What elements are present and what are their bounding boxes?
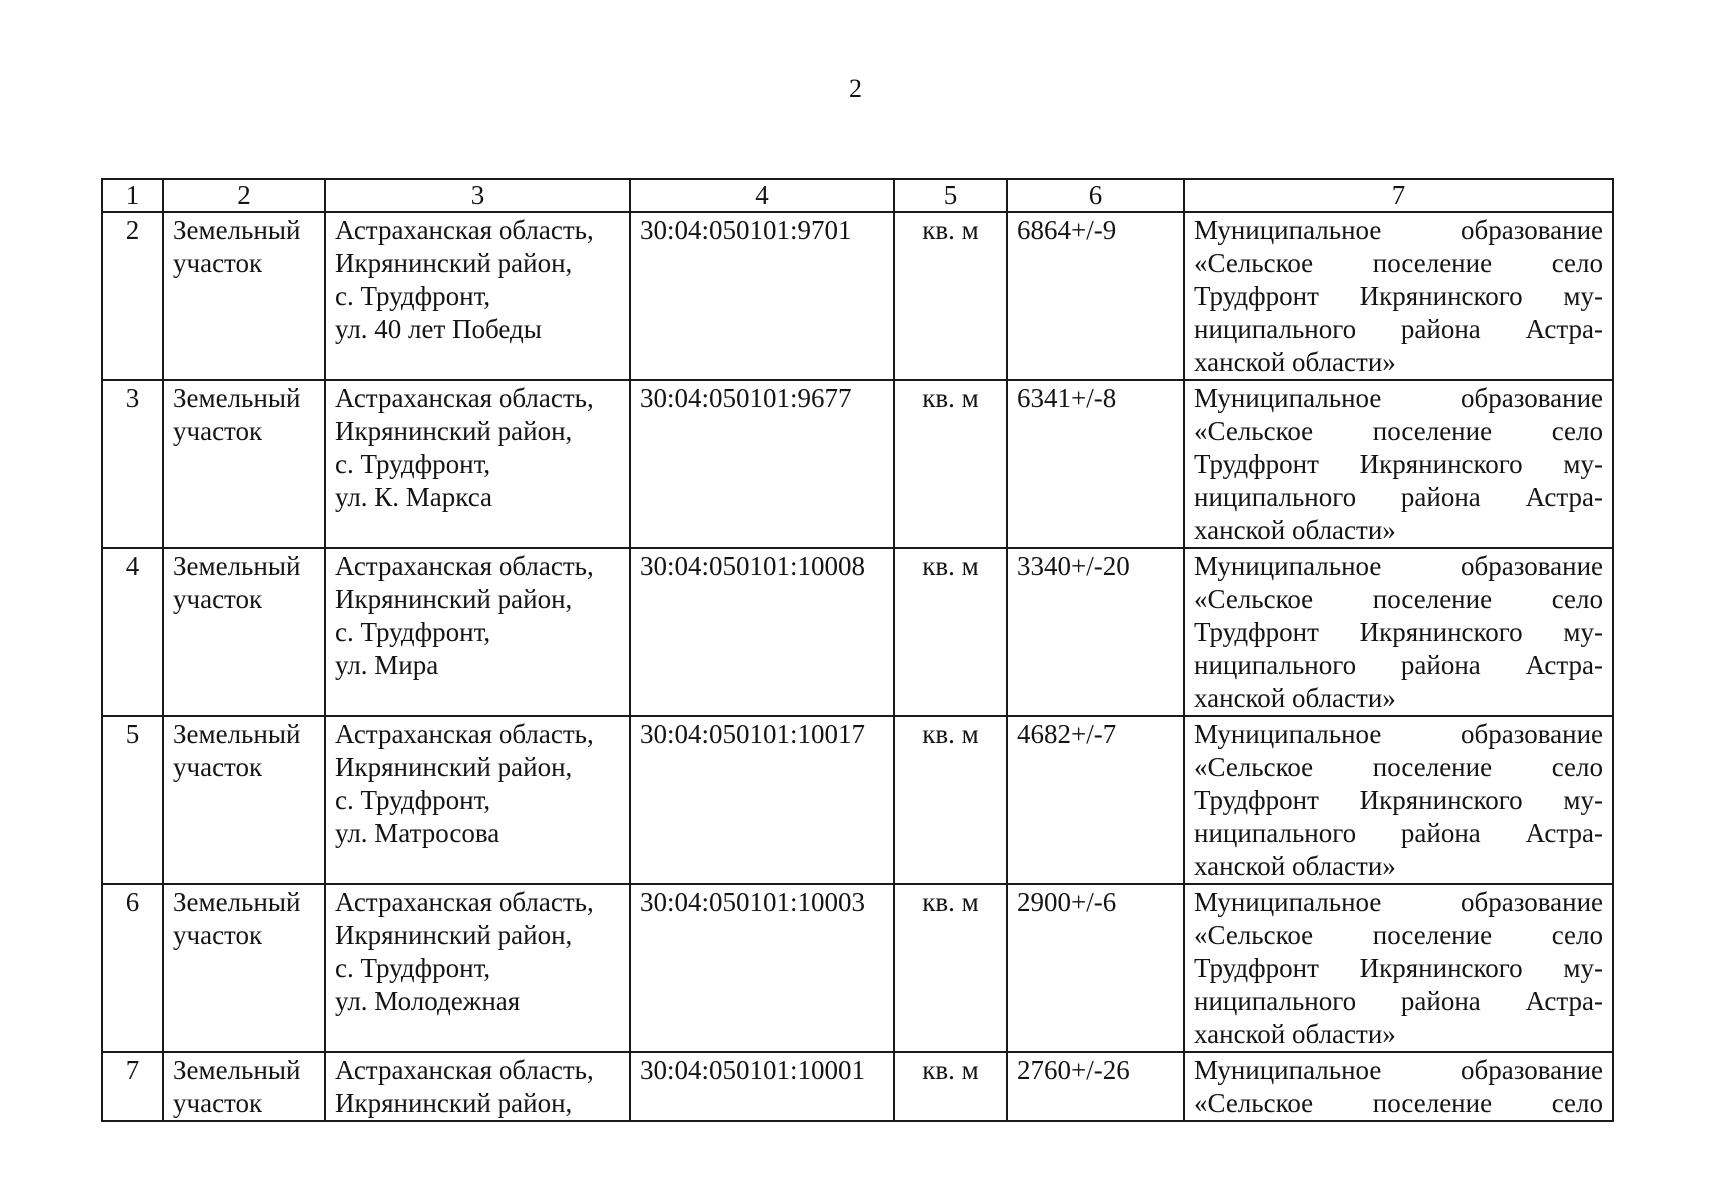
owner-line: ниципального района Астра- xyxy=(1194,314,1603,344)
address-cell xyxy=(325,1052,630,1121)
address-line: ул. К. Маркса xyxy=(335,482,493,512)
address-line: Астраханская область, xyxy=(335,719,594,749)
address-line: Астраханская область, xyxy=(335,383,594,413)
address-line: Икрянинский район, xyxy=(335,248,573,278)
column-header-4: 4 xyxy=(630,179,894,212)
cadastral-number: 30:04:050101:10008 xyxy=(630,548,894,716)
cadastral-number: 30:04:050101:10001 xyxy=(630,1052,894,1121)
owner-line: «Сельское поселение село xyxy=(1194,920,1603,950)
address-cell xyxy=(325,884,630,1052)
unit-of-measure: кв. м xyxy=(894,884,1007,1052)
owner-line: «Сельское поселение село xyxy=(1194,1088,1603,1118)
cadastral-number: 30:04:050101:9701 xyxy=(630,212,894,380)
owner-cell xyxy=(1184,380,1613,548)
address-line: ул. Мира xyxy=(335,650,439,680)
address-line: Икрянинский район, xyxy=(335,584,573,614)
object-type-cell xyxy=(163,884,325,1052)
unit-of-measure: кв. м xyxy=(894,380,1007,548)
row-number: 4 xyxy=(102,548,163,716)
owner-cell xyxy=(1184,212,1613,380)
address-cell xyxy=(325,380,630,548)
area-value: 3340+/-20 xyxy=(1007,548,1184,716)
owner-line: Муниципальное образование xyxy=(1194,719,1603,749)
cadastral-number: 30:04:050101:10003 xyxy=(630,884,894,1052)
address-line: ул. Матросова xyxy=(335,818,500,848)
column-header-6: 6 xyxy=(1007,179,1184,212)
address-line: Астраханская область, xyxy=(335,887,594,917)
object-type-line: Земельный xyxy=(173,551,301,581)
column-header-2: 2 xyxy=(163,179,325,212)
object-type-line: участок xyxy=(173,584,263,614)
unit-of-measure: кв. м xyxy=(894,212,1007,380)
address-line: ул. 40 лет Победы xyxy=(335,314,542,344)
address-line: Икрянинский район, xyxy=(335,920,573,950)
address-line: с. Трудфронт, xyxy=(335,953,491,983)
owner-line: ниципального района Астра- xyxy=(1194,818,1603,848)
owner-line: «Сельское поселение село xyxy=(1194,584,1603,614)
row-number: 7 xyxy=(102,1052,163,1121)
table-row xyxy=(102,884,1613,1052)
owner-cell xyxy=(1184,716,1613,884)
address-cell xyxy=(325,212,630,380)
address-line: с. Трудфронт, xyxy=(335,281,491,311)
object-type-line: участок xyxy=(173,1088,263,1118)
address-cell xyxy=(325,716,630,884)
row-number: 3 xyxy=(102,380,163,548)
owner-line: «Сельское поселение село xyxy=(1194,752,1603,782)
owner-line: ханской области» xyxy=(1194,347,1396,377)
address-line: Астраханская область, xyxy=(335,1055,594,1085)
area-value: 6864+/-9 xyxy=(1007,212,1184,380)
owner-line: ниципального района Астра- xyxy=(1194,650,1603,680)
table-header-row xyxy=(102,179,1613,212)
owner-line: «Сельское поселение село xyxy=(1194,416,1603,446)
owner-line: Трудфронт Икрянинского му- xyxy=(1194,281,1603,311)
table-row xyxy=(102,1052,1613,1121)
address-line: с. Трудфронт, xyxy=(335,449,491,479)
cadastral-number: 30:04:050101:9677 xyxy=(630,380,894,548)
address-line: Астраханская область, xyxy=(335,215,594,245)
object-type-line: Земельный xyxy=(173,383,301,413)
owner-line: Трудфронт Икрянинского му- xyxy=(1194,953,1603,983)
column-header-5: 5 xyxy=(894,179,1007,212)
row-number: 6 xyxy=(102,884,163,1052)
address-line: с. Трудфронт, xyxy=(335,617,491,647)
owner-line: Трудфронт Икрянинского му- xyxy=(1194,785,1603,815)
owner-line: ниципального района Астра- xyxy=(1194,986,1603,1016)
owner-line: Трудфронт Икрянинского му- xyxy=(1194,449,1603,479)
column-header-7: 7 xyxy=(1184,179,1613,212)
owner-line: Муниципальное образование xyxy=(1194,1055,1603,1085)
object-type-cell xyxy=(163,1052,325,1121)
address-line: Икрянинский район, xyxy=(335,1088,573,1118)
object-type-line: участок xyxy=(173,416,263,446)
object-type-line: Земельный xyxy=(173,215,301,245)
object-type-line: участок xyxy=(173,248,263,278)
area-value: 4682+/-7 xyxy=(1007,716,1184,884)
area-value: 6341+/-8 xyxy=(1007,380,1184,548)
object-type-line: Земельный xyxy=(173,1055,301,1085)
address-line: ул. Молодежная xyxy=(335,986,521,1016)
owner-line: Трудфронт Икрянинского му- xyxy=(1194,617,1603,647)
owner-cell xyxy=(1184,548,1613,716)
owner-line: ханской области» xyxy=(1194,1019,1396,1049)
address-line: Икрянинский район, xyxy=(335,416,573,446)
object-type-cell xyxy=(163,716,325,884)
table-row xyxy=(102,380,1613,548)
owner-line: Муниципальное образование xyxy=(1194,887,1603,917)
address-line: Астраханская область, xyxy=(335,551,594,581)
object-type-line: Земельный xyxy=(173,719,301,749)
column-header-3: 3 xyxy=(325,179,630,212)
column-header-1: 1 xyxy=(102,179,163,212)
row-number: 2 xyxy=(102,212,163,380)
table-body xyxy=(102,179,1613,1121)
address-cell xyxy=(325,548,630,716)
address-line: с. Трудфронт, xyxy=(335,785,491,815)
address-line: Икрянинский район, xyxy=(335,752,573,782)
page-number: 2 xyxy=(849,74,862,103)
object-type-line: участок xyxy=(173,752,263,782)
unit-of-measure: кв. м xyxy=(894,1052,1007,1121)
owner-line: «Сельское поселение село xyxy=(1194,248,1603,278)
object-type-line: участок xyxy=(173,920,263,950)
row-number: 5 xyxy=(102,716,163,884)
owner-line: Муниципальное образование xyxy=(1194,551,1603,581)
unit-of-measure: кв. м xyxy=(894,716,1007,884)
area-value: 2760+/-26 xyxy=(1007,1052,1184,1121)
owner-cell xyxy=(1184,884,1613,1052)
object-type-line: Земельный xyxy=(173,887,301,917)
owner-cell xyxy=(1184,1052,1613,1121)
owner-line: ханской области» xyxy=(1194,515,1396,545)
object-type-cell xyxy=(163,380,325,548)
table-row xyxy=(102,212,1613,380)
owner-line: ханской области» xyxy=(1194,683,1396,713)
owner-line: ниципального района Астра- xyxy=(1194,482,1603,512)
property-table xyxy=(101,178,1614,1122)
object-type-cell xyxy=(163,548,325,716)
cadastral-number: 30:04:050101:10017 xyxy=(630,716,894,884)
owner-line: ханской области» xyxy=(1194,851,1396,881)
area-value: 2900+/-6 xyxy=(1007,884,1184,1052)
table-row xyxy=(102,716,1613,884)
owner-line: Муниципальное образование xyxy=(1194,215,1603,245)
owner-line: Муниципальное образование xyxy=(1194,383,1603,413)
object-type-cell xyxy=(163,212,325,380)
table-row xyxy=(102,548,1613,716)
unit-of-measure: кв. м xyxy=(894,548,1007,716)
